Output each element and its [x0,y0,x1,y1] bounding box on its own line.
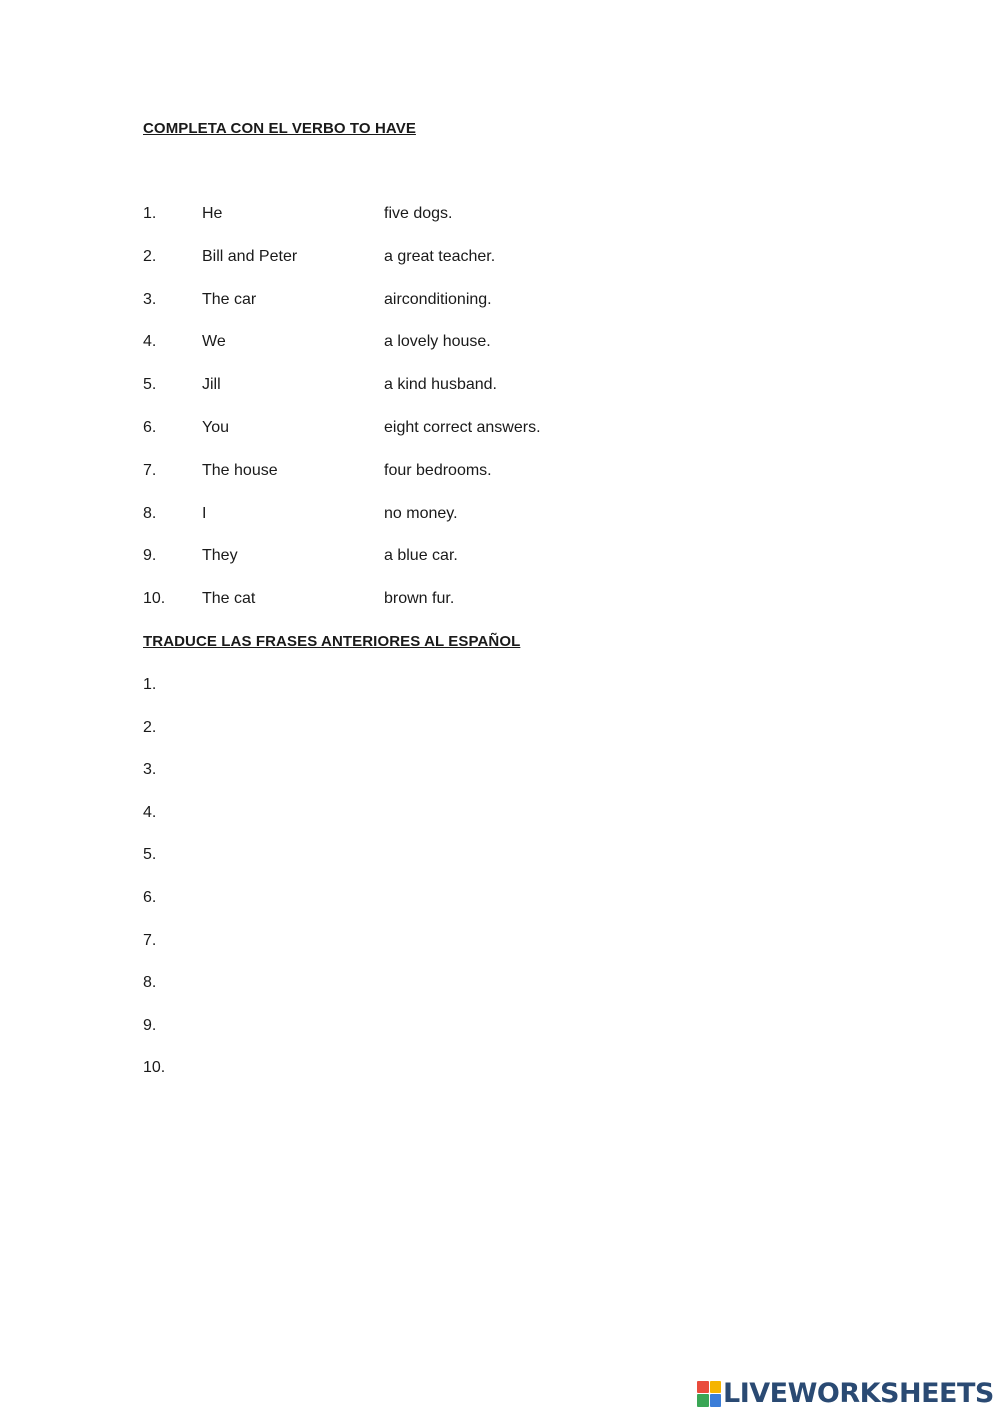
logo-square [710,1381,722,1394]
item-number: 6. [143,418,157,436]
item-predicate: no money. [384,504,458,522]
item-predicate: four bedrooms. [384,461,492,479]
exercise-row [143,505,843,548]
logo-square [710,1394,722,1407]
translation-row: 9. [143,1016,157,1034]
item-predicate: five dogs. [384,205,453,222]
item-subject: Jill [202,376,221,394]
item-number: 4. [143,333,157,351]
translation-row: 7. [143,931,157,949]
item-subject: Bill and Peter [202,247,298,265]
translation-row: 4. [143,803,157,821]
item-number: 7. [143,461,157,479]
item-number: 1. [143,205,157,222]
item-subject: We [202,333,226,351]
item-subject: You [202,418,229,436]
exercise-row [143,376,843,419]
item-subject: The house [202,461,278,479]
section-title-complete: COMPLETA CON EL VERBO TO HAVE [143,120,416,137]
liveworksheets-logo-icon [697,1381,721,1407]
item-predicate: a blue car. [384,547,458,565]
translation-row: 10. [143,1059,166,1077]
exercise-row [143,248,843,291]
exercise-row [143,419,843,462]
item-number: 10. [143,590,166,608]
exercise-list [143,205,843,633]
translation-row: 6. [143,888,157,906]
item-number: 2. [143,247,157,265]
item-predicate: brown fur. [384,590,455,608]
exercise-row [143,462,843,505]
item-subject: The cat [202,590,256,608]
translation-row: 1. [143,676,157,693]
item-predicate: a kind husband. [384,376,497,394]
brand-name: LIVEWORKSHEETS [723,1378,994,1409]
item-predicate: airconditioning. [384,290,492,308]
item-subject: They [202,547,238,565]
exercise-row [143,547,843,590]
item-subject: The car [202,290,257,308]
exercise-row [143,205,843,248]
translation-row: 5. [143,846,157,864]
exercise-row [143,291,843,334]
exercise-row [143,333,843,376]
item-predicate: a lovely house. [384,333,491,351]
liveworksheets-brand [697,1378,994,1409]
translation-row: 3. [143,761,157,779]
item-number: 9. [143,547,157,565]
translation-row: 2. [143,718,157,736]
item-number: 8. [143,504,157,522]
item-predicate: eight correct answers. [384,418,541,436]
item-number: 3. [143,290,157,308]
item-predicate: a great teacher. [384,247,496,265]
item-subject: He [202,205,223,222]
logo-square [697,1394,709,1407]
translation-row: 8. [143,974,157,992]
item-subject: I [202,504,207,522]
translation-list [143,676,843,1102]
section-title-translate: TRADUCE LAS FRASES ANTERIORES AL ESPAÑOL [143,633,521,650]
exercise-row [143,590,843,633]
logo-square [697,1381,709,1394]
item-number: 5. [143,376,157,394]
